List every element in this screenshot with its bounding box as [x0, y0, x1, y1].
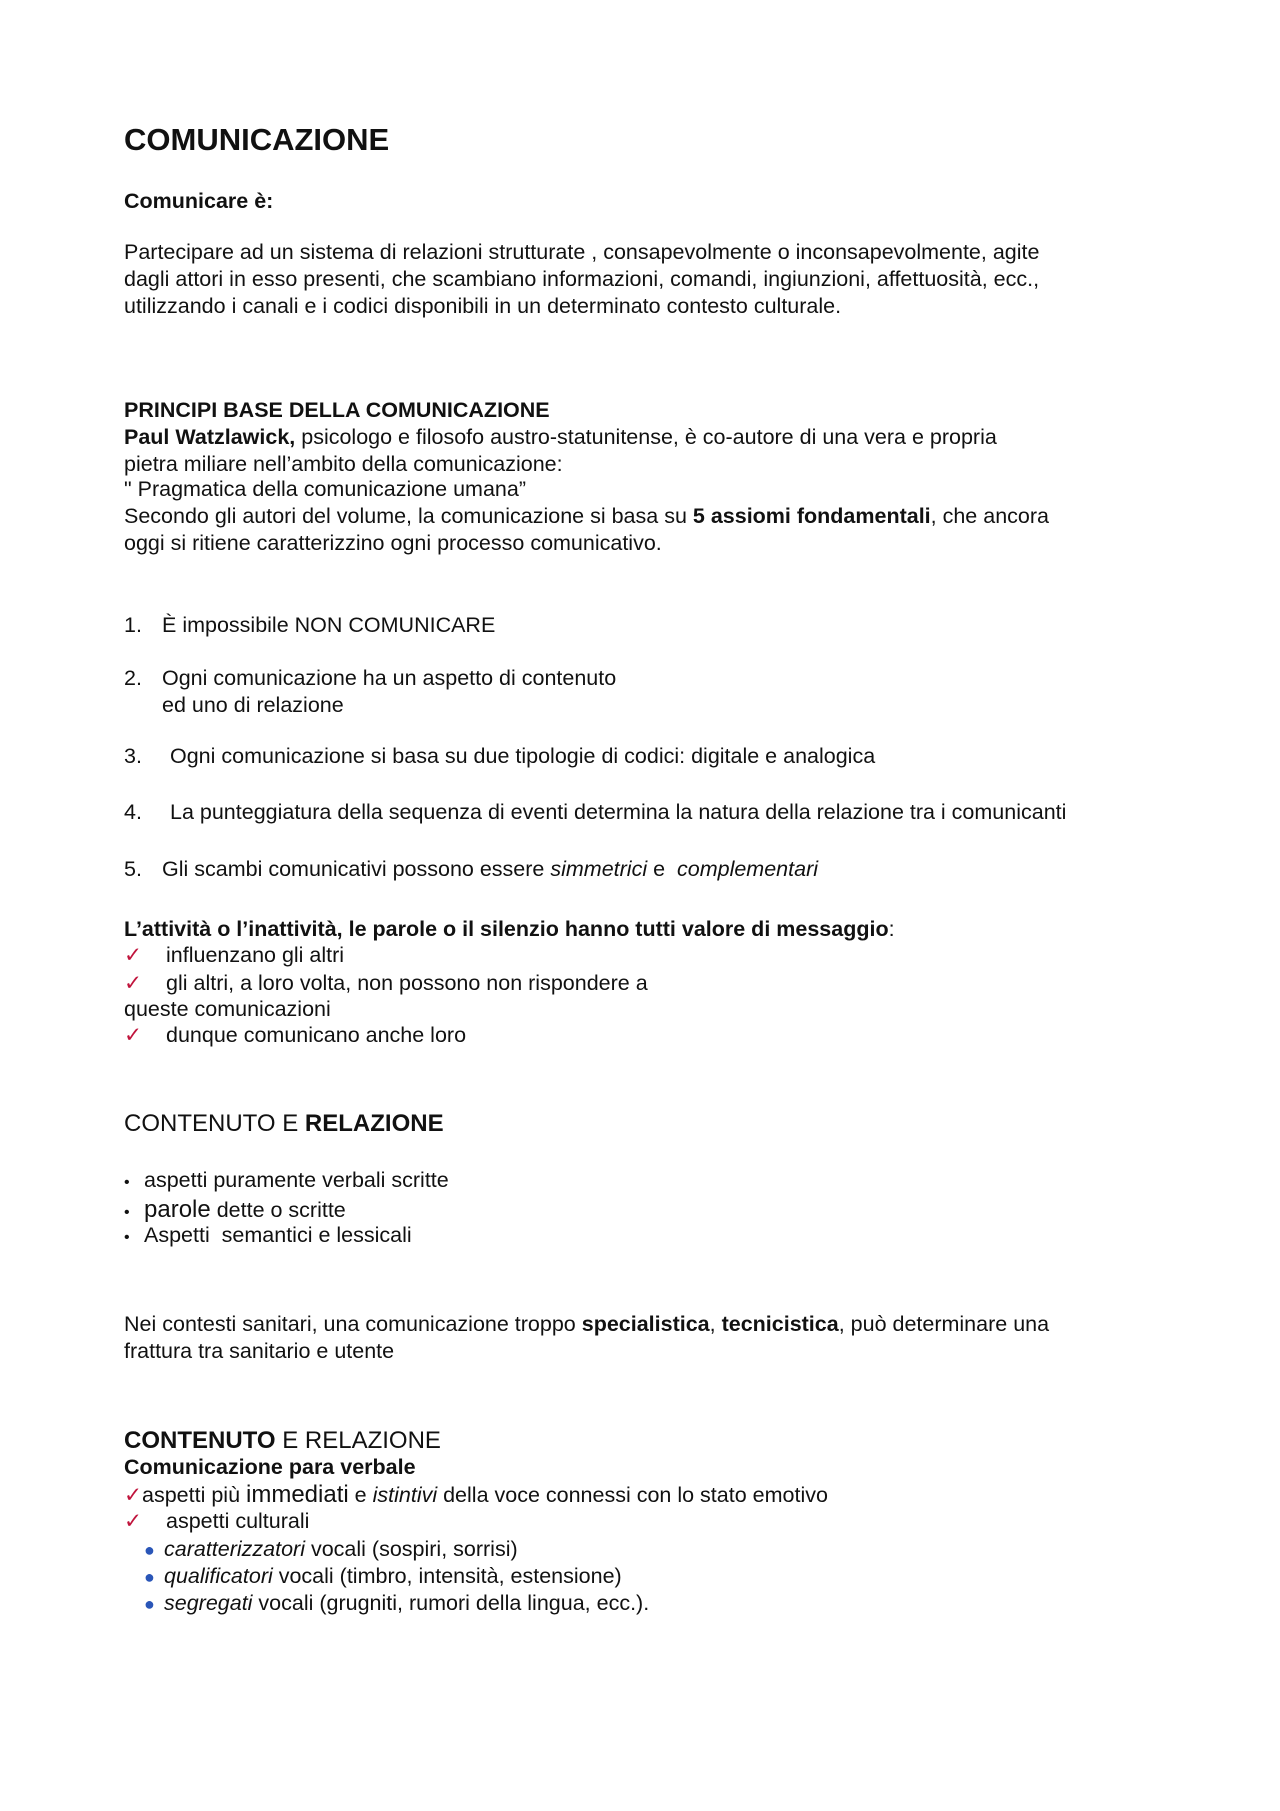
bullet-item: • parole dette o scritte	[124, 1196, 346, 1226]
checkmark-icon: ✓	[124, 943, 143, 967]
axiom-item: 1. È impossibile NON COMUNICARE	[124, 613, 496, 637]
definition-line: utilizzando i canali e i codici disponibili in un determinato contesto culturale.	[124, 294, 842, 318]
check-item: ✓ gli altri, a loro volta, non possono non rispondere a	[124, 971, 648, 995]
principles-line: Secondo gli autori del volume, la comunicazione si basa su 5 assiomi fondamentali, che ancora	[124, 504, 1049, 528]
bullet-item: • aspetti puramente verbali scritte	[124, 1167, 449, 1196]
axiom-number: 1.	[124, 613, 142, 637]
axiom-number: 3.	[124, 744, 142, 768]
bullet-icon: •	[124, 1229, 130, 1246]
principles-author-line: Paul Watzlawick, psicologo e filosofo austro-statunitense, è co-autore di una vera e propria	[124, 425, 997, 449]
bullet-item: • Aspetti semantici e lessicali	[124, 1222, 412, 1251]
bullet-dot-icon: ●	[144, 1567, 155, 1587]
principles-line: pietra miliare nell’ambito della comunicazione:	[124, 452, 563, 476]
section-heading: CONTENUTO E RELAZIONE	[124, 1110, 444, 1137]
check-item: ✓aspetti più immediati e istintivi della voce connessi con lo stato emotivo	[124, 1481, 828, 1508]
check-item-wrap: queste comunicazioni	[124, 997, 331, 1021]
principles-line: " Pragmatica della comunicazione umana”	[124, 477, 527, 501]
check-item: ✓ dunque comunicano anche loro	[124, 1023, 467, 1047]
check-item: ✓ influenzano gli altri	[124, 943, 345, 967]
dot-item: ● qualificatori vocali (timbro, intensità, estensione)	[144, 1563, 622, 1591]
bullet-dot-icon: ●	[144, 1540, 155, 1560]
dot-item: ● segregati vocali (grugniti, rumori della lingua, ecc.).	[144, 1590, 649, 1618]
principles-heading: PRINCIPI BASE DELLA COMUNICAZIONE	[124, 398, 550, 422]
definition-heading: Comunicare è:	[124, 189, 274, 213]
bullet-icon: •	[124, 1174, 130, 1191]
axiom-item: 5. Gli scambi comunicativi possono essere simmetrici e complementari	[124, 857, 818, 881]
context-paragraph-line: frattura tra sanitario e utente	[124, 1339, 395, 1363]
bullet-dot-icon: ●	[144, 1594, 155, 1614]
axiom-item: 4. La punteggiatura della sequenza di eventi determina la natura della relazione tra i comunicanti	[124, 800, 1067, 824]
definition-line: dagli attori in esso presenti, che scambiano informazioni, comandi, ingiunzioni, affettuosità, ecc.,	[124, 267, 1040, 291]
context-paragraph: Nei contesti sanitari, una comunicazione troppo specialistica, tecnicistica, può determinare una	[124, 1312, 1050, 1336]
checkmark-icon: ✓	[124, 1483, 143, 1507]
bullet-icon: •	[124, 1204, 130, 1221]
author-name: Paul Watzlawick,	[124, 425, 296, 449]
axiom-number: 2.	[124, 666, 142, 690]
principles-line: oggi si ritiene caratterizzino ogni processo comunicativo.	[124, 531, 662, 555]
message-heading: L’attività o l’inattività, le parole o il silenzio hanno tutti valore di messaggio:	[124, 917, 895, 941]
axiom-item-wrap: ed uno di relazione	[162, 693, 344, 717]
axiom-number: 4.	[124, 800, 142, 824]
checkmark-icon: ✓	[124, 1023, 143, 1047]
subheading: Comunicazione para verbale	[124, 1455, 416, 1479]
definition-line: Partecipare ad un sistema di relazioni strutturate , consapevolmente o inconsapevolmente, agite	[124, 240, 1040, 264]
checkmark-icon: ✓	[124, 1509, 143, 1533]
check-item: ✓ aspetti culturali	[124, 1509, 310, 1533]
checkmark-icon: ✓	[124, 971, 143, 995]
section-heading: CONTENUTO E RELAZIONE	[124, 1427, 441, 1454]
page-title: COMUNICAZIONE	[124, 122, 390, 157]
axiom-item: 2. Ogni comunicazione ha un aspetto di contenuto	[124, 666, 617, 690]
dot-item: ● caratterizzatori vocali (sospiri, sorrisi)	[144, 1536, 518, 1564]
axiom-number: 5.	[124, 857, 142, 881]
axiom-item: 3. Ogni comunicazione si basa su due tipologie di codici: digitale e analogica	[124, 744, 876, 768]
